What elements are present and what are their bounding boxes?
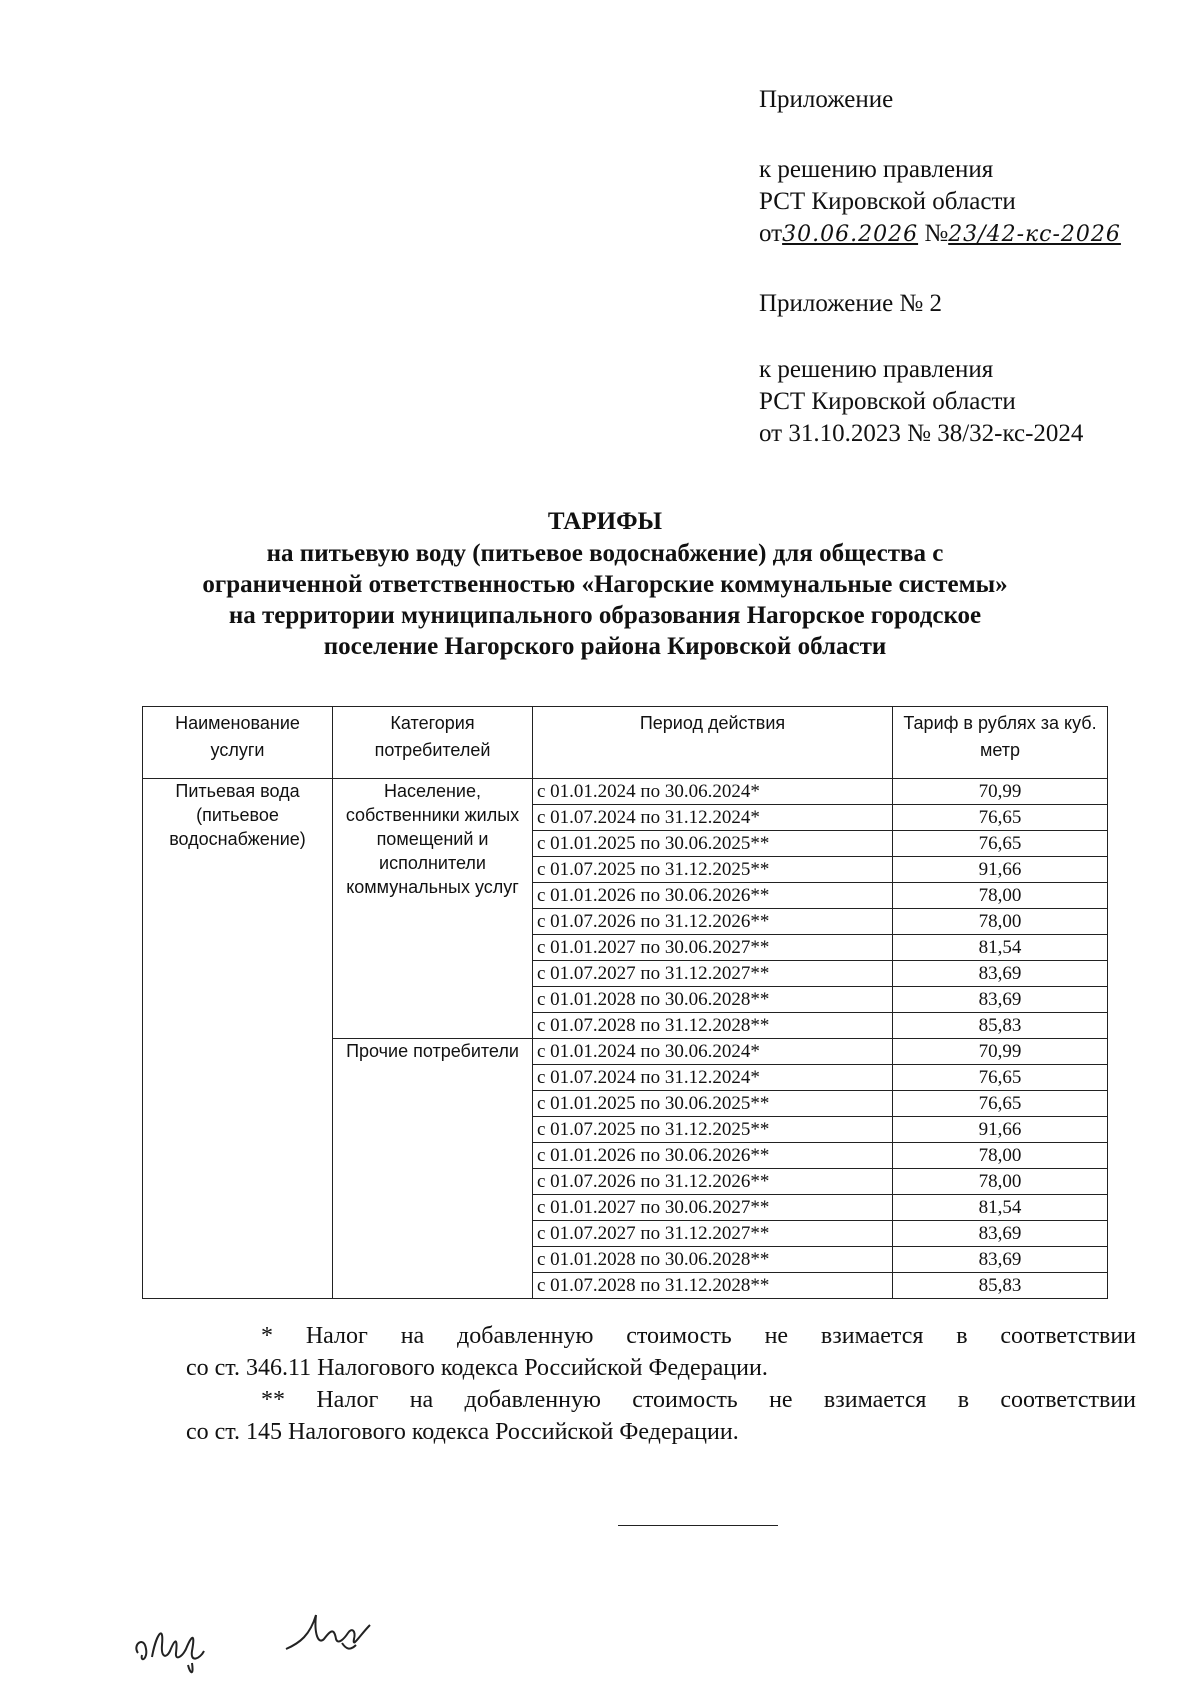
period-cell: с 01.07.2026 по 31.12.2026** xyxy=(533,909,893,935)
tariff-cell: 85,83 xyxy=(893,1273,1108,1299)
period-cell: с 01.01.2028 по 30.06.2028** xyxy=(533,987,893,1013)
tariff-cell: 78,00 xyxy=(893,1169,1108,1195)
appendix-date-line xyxy=(759,218,1121,251)
tariff-cell: 83,69 xyxy=(893,1247,1108,1273)
appendix2-title: Приложение № 2 xyxy=(759,290,943,317)
period-cell: с 01.01.2028 по 30.06.2028** xyxy=(533,1247,893,1273)
footnote-2-line-2: со ст. 145 Налогового кодекса Российской Федерации. xyxy=(186,1419,739,1445)
table-row xyxy=(143,779,1108,805)
title-line-3: на территории муниципального образования Нагорское городское xyxy=(228,602,982,629)
tariffs-table xyxy=(142,706,1108,1299)
footnote-1-line-1: * Налог на добавленную стоимость не взимается в соответствии xyxy=(261,1323,1136,1349)
period-cell: с 01.01.2024 по 30.06.2024* xyxy=(533,779,893,805)
period-cell: с 01.01.2027 по 30.06.2027** xyxy=(533,935,893,961)
footnote-2-line-1: ** Налог на добавленную стоимость не взимается в соответствии xyxy=(261,1387,1136,1413)
tariff-cell: 91,66 xyxy=(893,857,1108,883)
tariff-cell: 81,54 xyxy=(893,1195,1108,1221)
category-cell: Население, собственники жилых помещений и исполнители коммунальных услуг xyxy=(333,779,533,1039)
period-cell: с 01.07.2028 по 31.12.2028** xyxy=(533,1013,893,1039)
tariff-cell: 81,54 xyxy=(893,935,1108,961)
period-cell: с 01.07.2025 по 31.12.2025** xyxy=(533,857,893,883)
document-title: ТАРИФЫ xyxy=(547,508,663,535)
table-body xyxy=(143,779,1108,1299)
tariff-cell: 76,65 xyxy=(893,831,1108,857)
date-prefix: от xyxy=(759,220,783,247)
period-cell: с 01.07.2027 по 31.12.2027** xyxy=(533,961,893,987)
appendix2-line-1: к решению правления xyxy=(759,356,994,383)
appendix-line-2: РСТ Кировской области xyxy=(759,188,1016,215)
appendix-title: Приложение xyxy=(759,86,894,113)
tariff-cell: 78,00 xyxy=(893,883,1108,909)
period-cell: с 01.07.2024 по 31.12.2024* xyxy=(533,805,893,831)
service-name-cell: Питьевая вода (питьевое водоснабжение) xyxy=(143,779,333,1299)
separator-line xyxy=(618,1525,778,1526)
tariff-cell: 70,99 xyxy=(893,1039,1108,1065)
period-cell: с 01.01.2025 по 30.06.2025** xyxy=(533,1091,893,1117)
table-header-row xyxy=(143,707,1108,779)
period-cell: с 01.07.2028 по 31.12.2028** xyxy=(533,1273,893,1299)
tariff-cell: 85,83 xyxy=(893,1013,1108,1039)
signature-2 xyxy=(280,1605,390,1665)
tariff-cell: 78,00 xyxy=(893,1143,1108,1169)
header-service: Наименование услуги xyxy=(143,707,333,779)
appendix-line-1: к решению правления xyxy=(759,156,994,183)
tariff-cell: 83,69 xyxy=(893,961,1108,987)
appendix2-line-3: от 31.10.2023 № 38/32-кс-2024 xyxy=(759,420,1084,447)
header-category: Категория потребителей xyxy=(333,707,533,779)
title-line-1: на питьевую воду (питьевое водоснабжение) для общества с xyxy=(266,540,944,567)
title-line-2: ограниченной ответственностью «Нагорские коммунальные системы» xyxy=(202,571,1008,598)
signature-1 xyxy=(130,1605,240,1680)
period-cell: с 01.01.2027 по 30.06.2027** xyxy=(533,1195,893,1221)
appendix2-line-2: РСТ Кировской области xyxy=(759,388,1016,415)
footnote-1-line-2: со ст. 346.11 Налогового кодекса Российской Федерации. xyxy=(186,1355,768,1381)
title-line-4: поселение Нагорского района Кировской области xyxy=(323,633,887,660)
category-cell: Прочие потребители xyxy=(333,1039,533,1299)
tariff-cell: 76,65 xyxy=(893,805,1108,831)
number-prefix: № xyxy=(924,220,949,247)
period-cell: с 01.01.2025 по 30.06.2025** xyxy=(533,831,893,857)
tariff-cell: 76,65 xyxy=(893,1091,1108,1117)
tariff-cell: 83,69 xyxy=(893,1221,1108,1247)
tariff-cell: 83,69 xyxy=(893,987,1108,1013)
header-tariff: Тариф в рублях за куб. метр xyxy=(893,707,1108,779)
period-cell: с 01.01.2026 по 30.06.2026** xyxy=(533,1143,893,1169)
handwritten-number: 23/42-кс-2026 xyxy=(948,222,1121,247)
footnote-1 xyxy=(186,1320,1136,1384)
period-cell: с 01.07.2026 по 31.12.2026** xyxy=(533,1169,893,1195)
period-cell: с 01.07.2024 по 31.12.2024* xyxy=(533,1065,893,1091)
footnote-2 xyxy=(186,1384,1136,1448)
tariff-cell: 76,65 xyxy=(893,1065,1108,1091)
tariff-cell: 70,99 xyxy=(893,779,1108,805)
period-cell: с 01.07.2027 по 31.12.2027** xyxy=(533,1221,893,1247)
tariff-cell: 78,00 xyxy=(893,909,1108,935)
header-period: Период действия xyxy=(533,707,893,779)
period-cell: с 01.01.2026 по 30.06.2026** xyxy=(533,883,893,909)
tariff-cell: 91,66 xyxy=(893,1117,1108,1143)
period-cell: с 01.01.2024 по 30.06.2024* xyxy=(533,1039,893,1065)
handwritten-date: 30.06.2026 xyxy=(782,222,919,247)
period-cell: с 01.07.2025 по 31.12.2025** xyxy=(533,1117,893,1143)
